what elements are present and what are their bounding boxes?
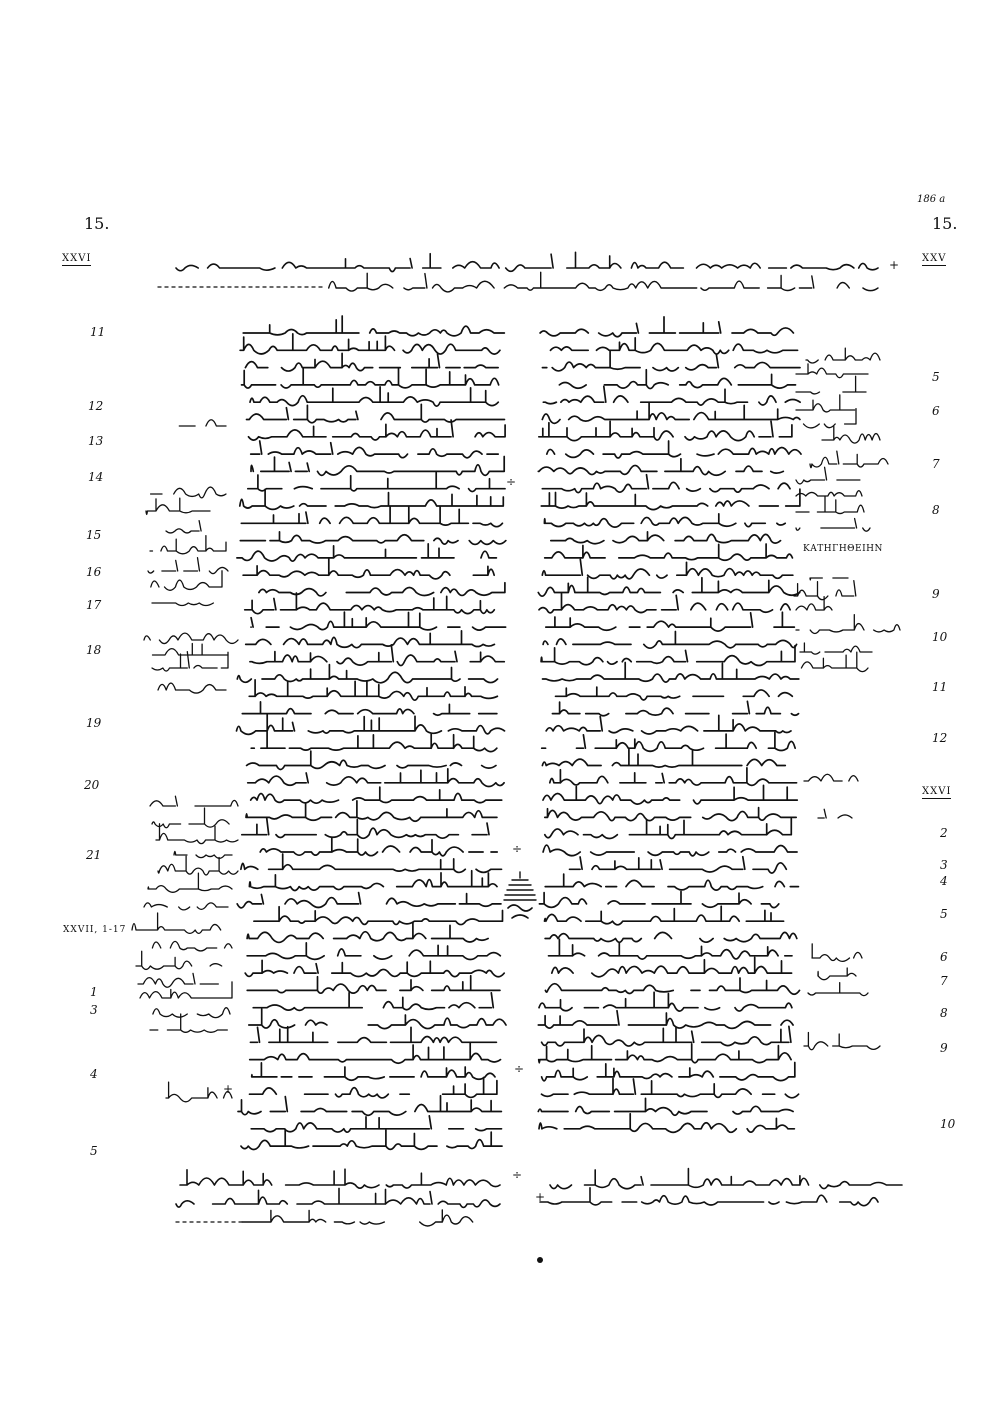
script-line [542,1026,791,1046]
verse-number: 12 [88,399,104,413]
script-line [551,370,796,389]
script-line [545,957,792,976]
script-line [237,714,505,734]
plus-mark: + [535,1190,546,1204]
script-line [545,808,796,821]
chapter-marker-left-2: XXVII, 1-17 [63,925,127,935]
script-line [796,497,864,514]
script-line [241,854,502,872]
script-line [796,376,866,394]
folio-number-right: 15. [932,214,958,233]
cross-mark: ÷ [512,842,523,856]
script-line [800,643,872,654]
script-line [804,1033,880,1050]
script-line [542,1079,799,1098]
script-line [251,441,498,458]
verse-number: 9 [940,1041,948,1055]
script-line [539,421,792,440]
script-line [810,578,848,580]
script-line [241,838,497,856]
script-line [246,1043,501,1063]
script-line [238,1096,501,1116]
script-line [242,702,497,715]
script-line [251,457,504,476]
script-line [248,473,505,492]
verse-number: 19 [86,716,102,730]
verse-number: 5 [940,907,948,921]
script-line [251,612,506,630]
verse-number: 18 [86,643,102,657]
script-line [542,1169,902,1189]
script-line [249,1009,506,1029]
verse-number: 7 [932,457,940,471]
plus-mark: + [889,258,900,272]
script-line [545,978,799,994]
script-line [245,353,498,371]
script-line [550,768,797,786]
script-line [539,992,792,1011]
script-line [158,683,226,693]
script-line [542,1063,795,1081]
script-line [542,532,781,544]
script-line [248,769,504,787]
script-line [539,1114,794,1133]
script-line [150,536,226,554]
script-line [540,317,793,337]
script-line [245,907,503,925]
script-line [542,475,790,493]
script-line [543,386,800,405]
script-line [538,577,799,596]
script-line [158,856,238,875]
script-line [142,1008,230,1018]
script-line [152,644,228,656]
script-line [140,941,232,951]
script-line [538,459,783,476]
verse-number: 2 [940,826,948,840]
script-line [546,715,791,734]
cross-mark: ÷ [506,475,517,489]
script-line [245,583,505,596]
verse-number: 5 [90,1144,98,1158]
script-line [247,943,500,960]
verse-number: 12 [932,731,948,745]
script-line [545,906,784,925]
script-line [543,632,796,649]
script-line [796,364,868,378]
script-line [796,615,900,634]
script-line [247,751,496,769]
verse-number: 13 [88,434,104,448]
script-line [152,808,229,828]
folio-reference: 186 a [917,194,946,205]
script-line [538,1098,793,1115]
script-line [539,593,790,613]
script-line [539,1044,791,1063]
script-line [812,944,862,962]
chapter-marker-right-2: XXVI [922,786,952,797]
script-line [542,403,800,423]
verse-number: 14 [88,470,104,484]
script-line [251,787,502,803]
script-line [174,420,226,426]
script-line [796,519,870,532]
script-line [242,1210,473,1226]
script-line [250,1027,496,1043]
script-line [542,559,793,579]
script-line [796,467,860,484]
script-line [240,334,500,354]
plus-mark: + [223,1082,234,1096]
script-line [244,1078,497,1098]
script-line [249,680,497,700]
script-line [150,1014,227,1032]
verse-number: 4 [940,874,948,888]
script-line [544,701,798,715]
script-line [176,252,878,271]
script-line [326,272,878,292]
script-line [544,514,785,527]
script-line [246,801,497,821]
script-line [538,1011,793,1029]
script-line [543,338,798,354]
script-line [242,818,489,838]
script-line [144,903,228,910]
script-line [542,749,785,767]
script-line [251,1116,501,1132]
script-line [247,922,488,942]
script-line [806,348,880,363]
script-line [146,498,210,514]
script-line [176,1188,500,1207]
script-line [237,544,497,561]
script-line [166,521,201,533]
script-line [250,645,504,666]
script-line [546,857,786,873]
script-line [252,1063,495,1080]
script-line [249,871,497,891]
script-line [138,973,218,987]
script-line [240,489,504,509]
script-line [545,874,798,890]
script-line [241,1129,502,1149]
script-line [252,993,493,1011]
verse-number: 4 [90,1067,98,1081]
script-line [243,316,504,336]
script-line [543,785,797,804]
script-line [798,652,868,672]
script-line [136,951,222,969]
script-line [132,913,221,933]
cross-mark: ÷ [514,1062,525,1076]
script-line [547,441,801,458]
script-line [539,892,778,908]
script-line [552,687,792,700]
chapter-marker-left: XXVI [62,253,92,264]
script-line [543,845,797,856]
script-line [546,612,795,631]
script-line [822,427,880,444]
script-line [245,593,495,614]
script-line [237,893,501,908]
script-line [540,1188,878,1206]
script-line [144,487,226,498]
script-line [144,633,238,643]
verse-number: 11 [90,325,106,339]
verse-number: 6 [932,404,940,418]
greek-gloss: ΚΑΤΗΓΗΘΕΙΗΝ [803,544,883,554]
script-line [818,968,856,980]
script-line [542,732,795,751]
script-line [150,796,238,806]
verse-number: 6 [940,950,948,964]
folio-number-left: 15. [84,214,110,233]
script-line [247,976,500,994]
script-line [240,532,506,545]
script-line [804,774,858,781]
script-line [796,395,855,412]
verse-number: 20 [84,778,100,792]
script-line [247,404,505,422]
verse-number: 8 [940,1006,948,1020]
script-line [810,809,852,818]
script-line [542,351,800,371]
verse-number: 10 [940,1117,956,1131]
script-line [242,368,499,388]
script-line [796,597,832,610]
verse-number: 7 [940,974,948,988]
verse-number: 9 [932,587,940,601]
verse-number: 1 [90,985,98,999]
verse-number: 5 [932,370,940,384]
script-line [545,932,797,942]
script-line [549,939,793,959]
script-line [148,873,232,892]
script-line [796,491,862,496]
script-line [251,732,497,752]
script-line [178,1169,500,1188]
script-line [545,819,792,839]
page-dot-icon [534,1254,546,1266]
script-line [808,983,868,996]
verse-number: 16 [86,565,102,579]
verse-number: 8 [932,503,940,517]
verse-number: 3 [90,1003,98,1017]
script-line [245,960,504,976]
script-line [541,646,795,666]
script-line [246,631,495,648]
script-line [174,851,232,858]
script-line [148,558,228,574]
verse-number: 21 [86,848,102,862]
script-line [243,558,494,579]
script-line [237,665,497,683]
script-line [152,603,213,606]
verse-number: 3 [940,858,948,872]
script-line [545,544,793,560]
script-line [249,420,506,440]
script-line [166,1082,232,1102]
script-line [794,581,856,600]
ornament-icon [500,868,540,928]
script-line [250,387,498,406]
verse-number: 11 [932,680,948,694]
chapter-marker-right: XXV [922,253,947,264]
script-line [810,451,888,468]
verse-number: 10 [932,630,948,644]
verse-number: 15 [86,528,102,542]
cross-mark: ÷ [512,1168,523,1182]
script-line [241,507,502,527]
verse-number: 17 [86,598,102,612]
